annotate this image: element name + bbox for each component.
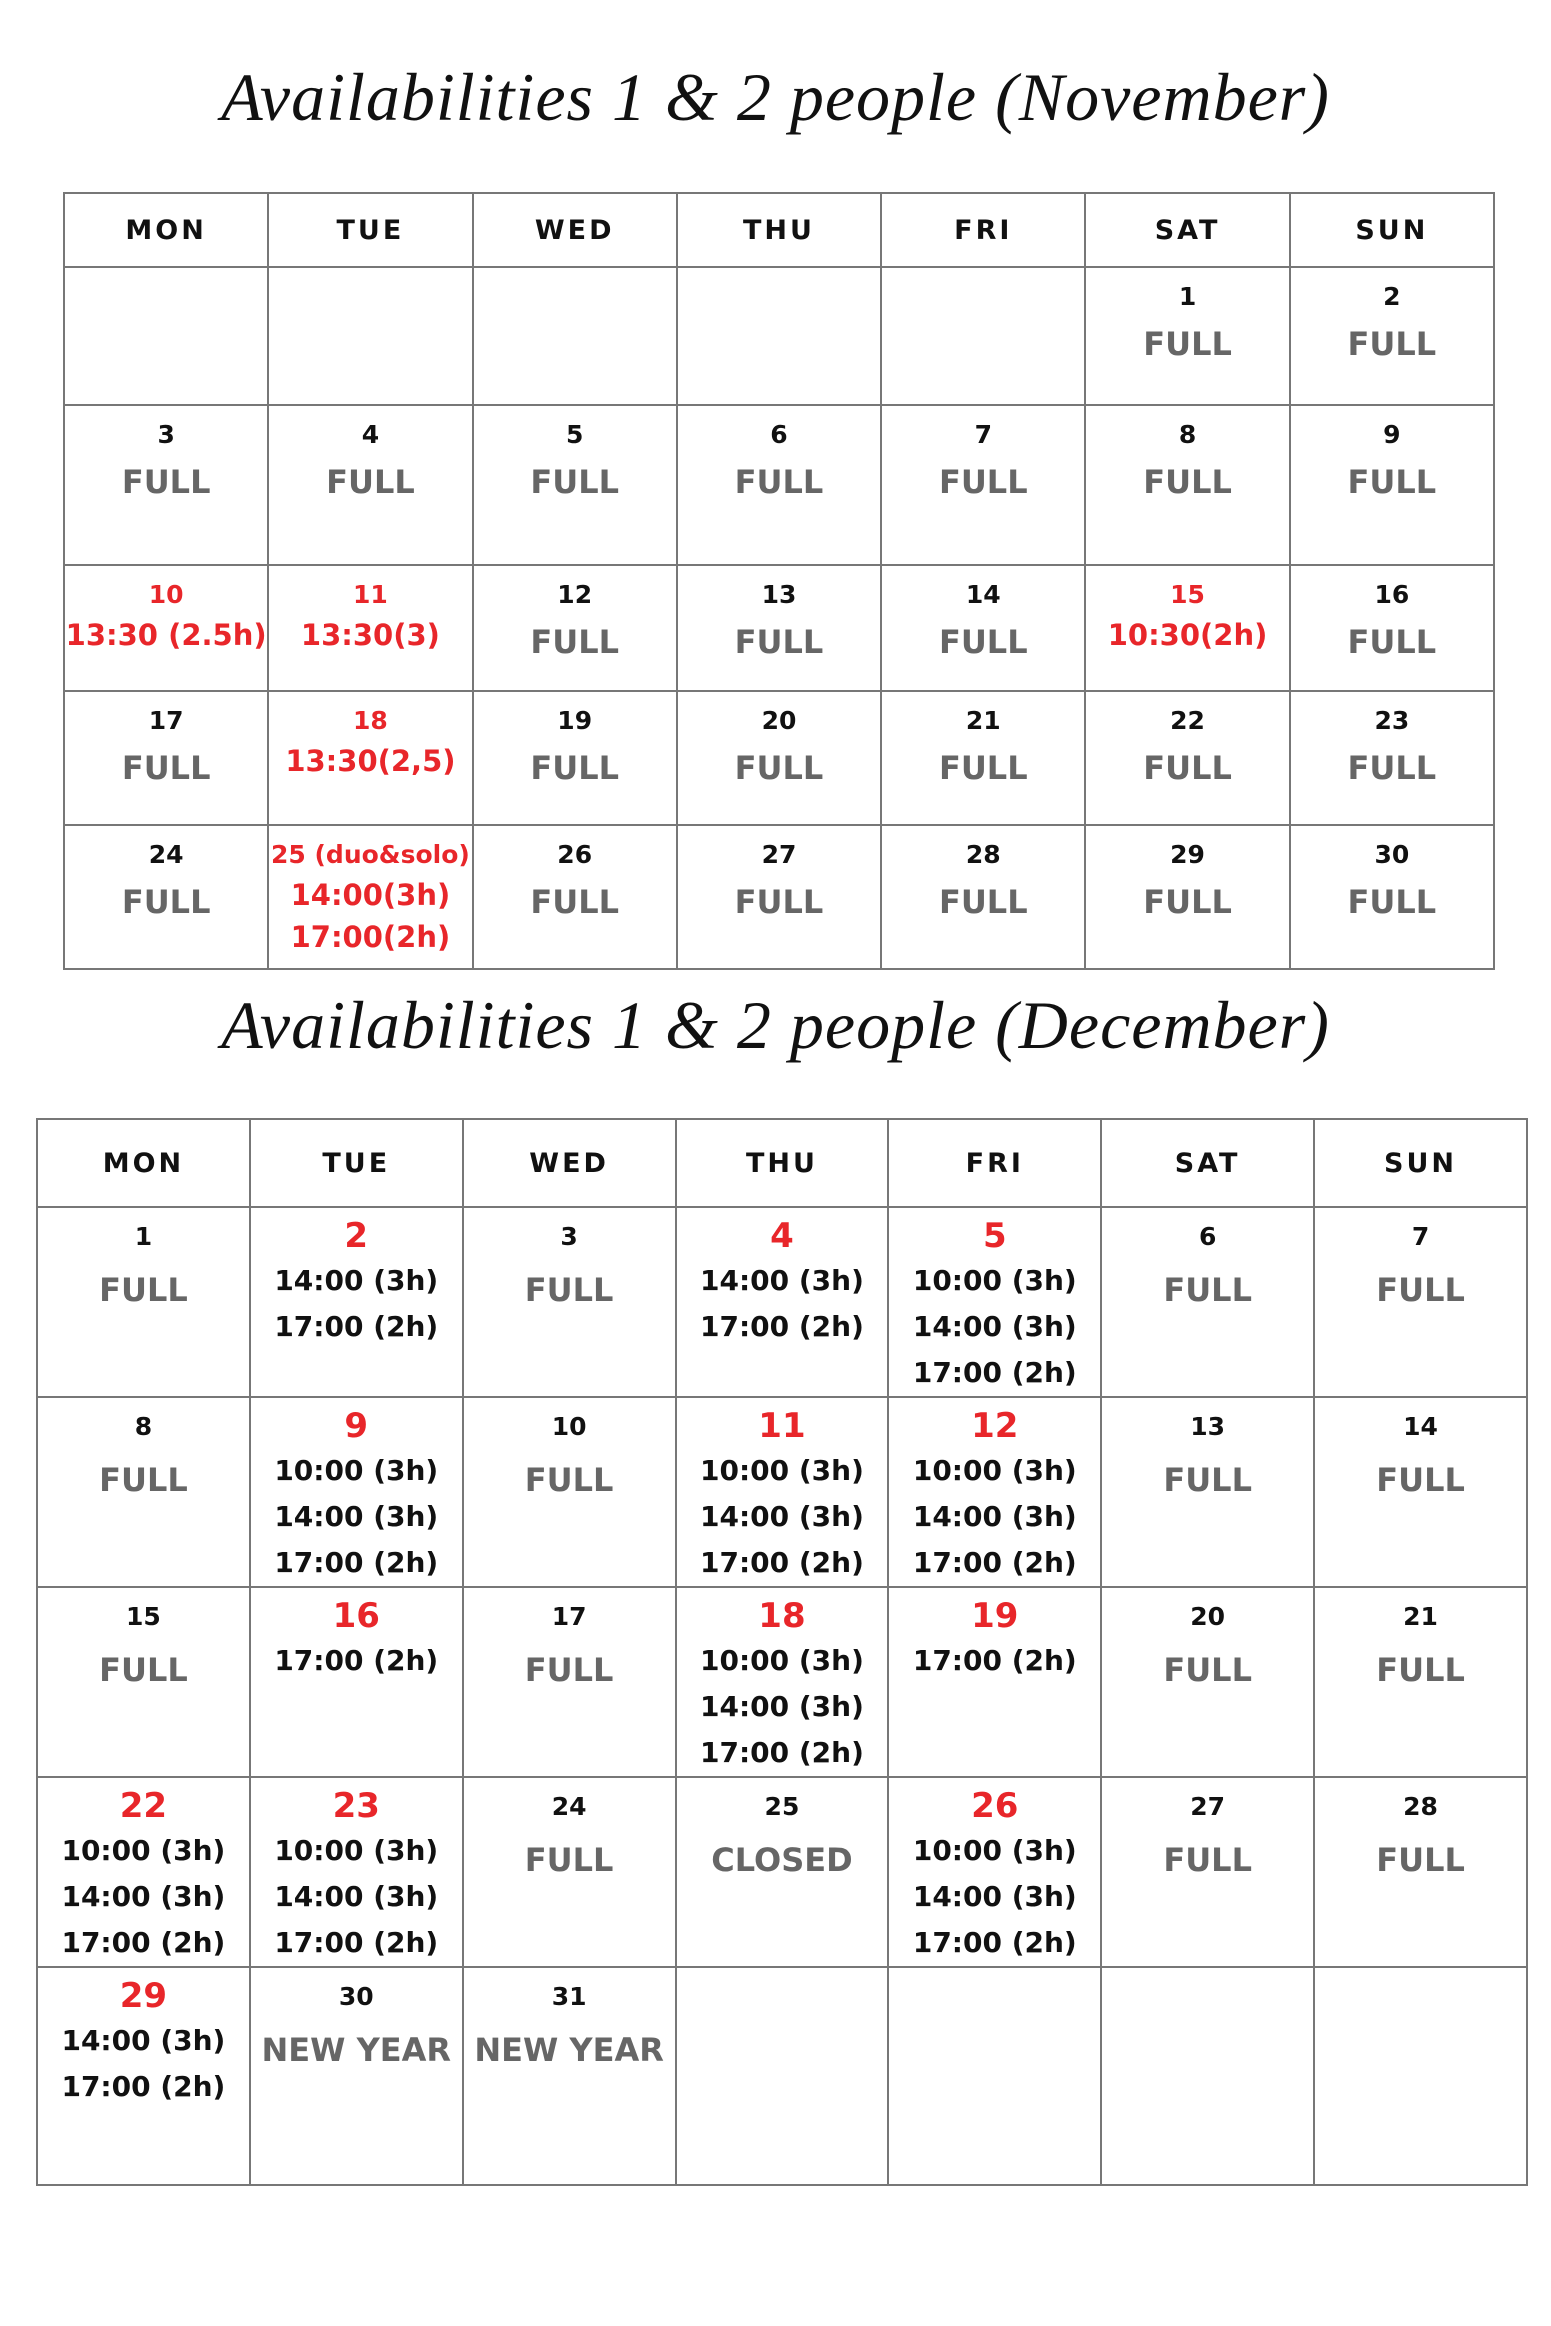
- time-slot-list: [269, 740, 471, 782]
- status-label: FULL: [524, 1651, 614, 1689]
- day-number: 23: [1374, 706, 1410, 735]
- day-cell: [676, 1397, 889, 1587]
- day-number: 15: [126, 1602, 161, 1631]
- november-title: Availabilities 1 & 2 people (November): [221, 59, 1330, 135]
- status-label: FULL: [1163, 1651, 1252, 1689]
- november-header-row: [64, 193, 1494, 267]
- time-slot: 14:00 (3h): [912, 1880, 1077, 1913]
- time-slot: 14:00 (3h): [700, 1264, 864, 1297]
- time-slot: 17:00 (2h): [912, 1546, 1077, 1579]
- day-number-available: 10: [148, 580, 184, 609]
- day-number: 4: [361, 420, 380, 449]
- day-cell: [473, 267, 677, 405]
- day-cell: [64, 405, 268, 565]
- status-label: FULL: [734, 883, 824, 921]
- day-number-available: 18: [353, 706, 388, 735]
- status-label: FULL: [1376, 1651, 1465, 1689]
- weekday-header-tue: TUE: [268, 193, 472, 267]
- time-slot-list: [38, 1828, 249, 1966]
- day-cell: [1101, 1397, 1314, 1587]
- day-cell: [1314, 1587, 1527, 1777]
- week-row: [64, 405, 1494, 565]
- time-slot-list: [889, 1258, 1100, 1396]
- day-number: 24: [148, 840, 184, 869]
- day-number-available: 12: [971, 1406, 1019, 1446]
- weekday-header-thu: THU: [676, 1119, 889, 1207]
- day-cell: [250, 1967, 463, 2185]
- day-number: 31: [551, 1982, 587, 2011]
- november-calendar: [63, 192, 1495, 970]
- status-label: NEW YEAR: [261, 2031, 452, 2069]
- day-cell: [1085, 691, 1289, 825]
- weekday-header-fri: FRI: [881, 193, 1085, 267]
- day-cell: [881, 267, 1085, 405]
- day-cell: [677, 405, 881, 565]
- time-slot-list: [677, 1638, 888, 1776]
- status-label: FULL: [99, 1271, 188, 1309]
- status-label: FULL: [1143, 749, 1232, 787]
- day-number-available: 26: [971, 1786, 1019, 1826]
- day-cell: [676, 1207, 889, 1397]
- weekday-header-sun: SUN: [1314, 1119, 1527, 1207]
- weekday-header-sun: SUN: [1290, 193, 1494, 267]
- day-number-available: 23: [332, 1786, 380, 1826]
- day-cell: [881, 691, 1085, 825]
- time-slot-list: [1086, 614, 1288, 656]
- status-label: FULL: [530, 623, 620, 661]
- day-cell: [268, 267, 472, 405]
- time-slot: 14:00 (3h): [912, 1310, 1077, 1343]
- status-label: NEW YEAR: [474, 2031, 664, 2069]
- day-cell: [881, 565, 1085, 691]
- day-cell: [463, 1777, 676, 1967]
- status-label: FULL: [1143, 463, 1232, 501]
- status-label: FULL: [530, 749, 620, 787]
- weekday-header-mon: MON: [37, 1119, 250, 1207]
- day-cell: [463, 1397, 676, 1587]
- day-cell: [1314, 1207, 1527, 1397]
- time-slot: 17:00 (2h): [700, 1736, 864, 1769]
- status-label: FULL: [524, 1841, 614, 1879]
- time-slot: 10:00 (3h): [912, 1264, 1077, 1297]
- time-slot: 14:00 (3h): [61, 1880, 226, 1913]
- day-cell: [37, 1397, 250, 1587]
- time-slot: 13:30(2,5): [285, 744, 456, 778]
- time-slot: 10:00 (3h): [700, 1644, 864, 1677]
- weekday-header-fri: FRI: [888, 1119, 1101, 1207]
- status-label: FULL: [326, 463, 415, 501]
- day-number: 29: [1170, 840, 1205, 869]
- day-cell: [677, 825, 881, 969]
- time-slot-list: [677, 1258, 888, 1350]
- day-cell: [1290, 405, 1494, 565]
- day-number: 13: [761, 580, 797, 609]
- day-number-available: 22: [119, 1786, 168, 1826]
- day-number: 7: [974, 420, 992, 449]
- weekday-header-thu: THU: [677, 193, 881, 267]
- status-label: FULL: [121, 883, 211, 921]
- day-number-available: 29: [119, 1976, 168, 2016]
- day-cell: [250, 1207, 463, 1397]
- november-body: [64, 267, 1494, 969]
- time-slot: 14:00 (3h): [274, 1880, 439, 1913]
- day-number: 1: [1178, 282, 1197, 311]
- day-cell: [463, 1207, 676, 1397]
- week-row: [37, 1397, 1527, 1587]
- status-label: FULL: [734, 623, 824, 661]
- time-slot-list: [677, 1448, 888, 1586]
- time-slot-list: [269, 874, 471, 958]
- status-label: FULL: [1347, 463, 1437, 501]
- day-number-available: 5: [982, 1216, 1007, 1256]
- day-number: 21: [1403, 1602, 1438, 1631]
- day-cell: [1101, 1967, 1314, 2185]
- day-cell: [1085, 405, 1289, 565]
- time-slot: 10:00 (3h): [274, 1454, 439, 1487]
- day-number: 22: [1170, 706, 1205, 735]
- day-number: 2: [1383, 282, 1401, 311]
- status-label: FULL: [1163, 1271, 1252, 1309]
- day-number: 6: [770, 420, 788, 449]
- time-slot: 10:00 (3h): [912, 1454, 1077, 1487]
- december-body: [37, 1207, 1527, 2185]
- time-slot: 14:00 (3h): [912, 1500, 1077, 1533]
- time-slot: 10:00 (3h): [912, 1834, 1077, 1867]
- day-cell: [268, 565, 472, 691]
- status-label: FULL: [734, 749, 824, 787]
- day-cell: [1085, 267, 1289, 405]
- day-cell: [473, 405, 677, 565]
- day-number: 17: [551, 1602, 587, 1631]
- time-slot-list: [889, 1828, 1100, 1966]
- status-label: FULL: [524, 1271, 614, 1309]
- status-label: FULL: [1347, 883, 1437, 921]
- day-number-available: 2: [344, 1216, 369, 1256]
- day-number: 14: [1403, 1412, 1438, 1441]
- status-label: FULL: [99, 1651, 188, 1689]
- day-cell: [676, 1967, 889, 2185]
- time-slot: 10:00 (3h): [700, 1454, 864, 1487]
- weekday-header-wed: WED: [463, 1119, 676, 1207]
- day-number-available: 11: [353, 580, 388, 609]
- time-slot: 14:00 (3h): [700, 1690, 864, 1723]
- day-cell: [268, 405, 472, 565]
- time-slot: 17:00 (2h): [912, 1926, 1077, 1959]
- day-number: 21: [965, 706, 1001, 735]
- day-number: 26: [557, 840, 593, 869]
- day-cell: [37, 1967, 250, 2185]
- time-slot: 10:00 (3h): [274, 1834, 439, 1867]
- time-slot: 17:00 (2h): [912, 1356, 1077, 1389]
- time-slot-list: [251, 1448, 462, 1586]
- day-cell: [1314, 1967, 1527, 2185]
- day-number-available: 11: [758, 1406, 806, 1446]
- time-slot-list: [65, 614, 267, 656]
- day-cell: [677, 565, 881, 691]
- day-number: 3: [560, 1222, 578, 1251]
- status-label: CLOSED: [711, 1841, 853, 1879]
- week-row: [37, 1967, 1527, 2185]
- time-slot-list: [38, 2018, 249, 2110]
- time-slot-list: [269, 614, 471, 656]
- day-cell: [888, 1207, 1101, 1397]
- day-number: 19: [557, 706, 593, 735]
- day-cell: [64, 691, 268, 825]
- status-label: FULL: [1376, 1271, 1465, 1309]
- status-label: FULL: [530, 883, 620, 921]
- day-number: 28: [1403, 1792, 1438, 1821]
- day-cell: [473, 565, 677, 691]
- day-number: 14: [965, 580, 1001, 609]
- time-slot: 17:00 (2h): [274, 1644, 439, 1677]
- day-cell: [250, 1587, 463, 1777]
- day-cell: [64, 825, 268, 969]
- day-number: 1: [134, 1222, 153, 1251]
- day-cell: [1085, 825, 1289, 969]
- time-slot: 17:00 (2h): [700, 1310, 864, 1343]
- day-cell: [881, 825, 1085, 969]
- day-cell: [1101, 1207, 1314, 1397]
- day-number: 13: [1190, 1412, 1226, 1441]
- day-number: 9: [1383, 420, 1401, 449]
- day-number-available: 15: [1170, 580, 1205, 609]
- time-slot: 17:00 (2h): [61, 2070, 226, 2103]
- day-cell: [268, 825, 472, 969]
- day-cell: [1290, 267, 1494, 405]
- day-number: 28: [965, 840, 1001, 869]
- time-slot: 14:00 (3h): [700, 1500, 864, 1533]
- day-number: 16: [1374, 580, 1410, 609]
- weekday-header-mon: MON: [64, 193, 268, 267]
- day-number: 12: [557, 580, 593, 609]
- time-slot: 17:00 (2h): [912, 1644, 1077, 1677]
- time-slot-list: [251, 1828, 462, 1966]
- day-number: 10: [551, 1412, 587, 1441]
- status-label: FULL: [734, 463, 824, 501]
- time-slot: 14:00 (3h): [274, 1500, 439, 1533]
- day-number-available: 4: [770, 1216, 794, 1256]
- time-slot: 17:00 (2h): [274, 1926, 439, 1959]
- day-number: 17: [148, 706, 184, 735]
- time-slot: 13:30(3): [300, 618, 440, 652]
- day-cell: [888, 1587, 1101, 1777]
- status-label: FULL: [938, 463, 1028, 501]
- week-row: [64, 825, 1494, 969]
- day-number: 24: [551, 1792, 587, 1821]
- status-label: FULL: [1143, 883, 1232, 921]
- day-number: 30: [1374, 840, 1410, 869]
- day-cell: [64, 565, 268, 691]
- day-number-available: 25 (duo&solo): [271, 840, 470, 869]
- day-cell: [463, 1587, 676, 1777]
- status-label: FULL: [1376, 1841, 1465, 1879]
- day-cell: [888, 1777, 1101, 1967]
- week-row: [64, 267, 1494, 405]
- day-cell: [250, 1397, 463, 1587]
- day-number: 8: [134, 1412, 153, 1441]
- weekday-header-sat: SAT: [1085, 193, 1289, 267]
- time-slot-list: [889, 1638, 1100, 1684]
- status-label: FULL: [1347, 325, 1437, 363]
- status-label: FULL: [1143, 325, 1232, 363]
- day-number: 7: [1411, 1222, 1430, 1251]
- status-label: FULL: [938, 883, 1028, 921]
- day-cell: [37, 1587, 250, 1777]
- day-number-available: 18: [758, 1596, 806, 1636]
- december-title: Availabilities 1 & 2 people (December): [221, 987, 1330, 1063]
- time-slot: 14:00(3h): [290, 878, 451, 912]
- day-cell: [1290, 691, 1494, 825]
- time-slot: 10:00 (3h): [61, 1834, 226, 1867]
- day-cell: [1101, 1587, 1314, 1777]
- time-slot: 14:00 (3h): [274, 1264, 439, 1297]
- day-cell: [1290, 565, 1494, 691]
- day-number-available: 9: [344, 1406, 369, 1446]
- day-number-available: 19: [971, 1596, 1019, 1636]
- day-cell: [64, 267, 268, 405]
- time-slot: 17:00(2h): [290, 920, 451, 954]
- day-number: 3: [157, 420, 175, 449]
- time-slot-list: [251, 1258, 462, 1350]
- december-calendar: [36, 1118, 1528, 2186]
- day-number: 20: [1190, 1602, 1226, 1631]
- status-label: FULL: [1163, 1461, 1252, 1499]
- weekday-header-sat: SAT: [1101, 1119, 1314, 1207]
- day-cell: [37, 1207, 250, 1397]
- day-cell: [888, 1967, 1101, 2185]
- time-slot: 14:00 (3h): [61, 2024, 226, 2057]
- time-slot: 10:30(2h): [1107, 618, 1268, 652]
- day-number: 20: [761, 706, 797, 735]
- status-label: FULL: [1347, 749, 1437, 787]
- status-label: FULL: [938, 749, 1028, 787]
- time-slot: 17:00 (2h): [700, 1546, 864, 1579]
- day-number: 27: [1190, 1792, 1226, 1821]
- day-cell: [888, 1397, 1101, 1587]
- december-header-row: [37, 1119, 1527, 1207]
- status-label: FULL: [121, 749, 211, 787]
- day-number: 30: [338, 1982, 374, 2011]
- week-row: [37, 1587, 1527, 1777]
- day-number: 5: [566, 420, 584, 449]
- time-slot: 13:30 (2.5h): [65, 618, 267, 652]
- weekday-header-wed: WED: [473, 193, 677, 267]
- week-row: [64, 691, 1494, 825]
- time-slot-list: [889, 1448, 1100, 1586]
- day-number: 27: [761, 840, 797, 869]
- day-cell: [37, 1777, 250, 1967]
- day-cell: [677, 691, 881, 825]
- day-number-available: 16: [332, 1596, 380, 1636]
- day-cell: [473, 825, 677, 969]
- status-label: FULL: [530, 463, 620, 501]
- status-label: FULL: [99, 1461, 188, 1499]
- day-cell: [473, 691, 677, 825]
- day-cell: [1314, 1777, 1527, 1967]
- day-cell: [1085, 565, 1289, 691]
- day-cell: [1314, 1397, 1527, 1587]
- time-slot: 17:00 (2h): [274, 1310, 439, 1343]
- day-cell: [677, 267, 881, 405]
- time-slot: 17:00 (2h): [61, 1926, 226, 1959]
- time-slot-list: [251, 1638, 462, 1684]
- status-label: FULL: [121, 463, 211, 501]
- day-number: 6: [1198, 1222, 1217, 1251]
- day-number: 25: [764, 1792, 800, 1821]
- day-cell: [268, 691, 472, 825]
- day-cell: [676, 1777, 889, 1967]
- day-cell: [676, 1587, 889, 1777]
- week-row: [37, 1777, 1527, 1967]
- day-cell: [463, 1967, 676, 2185]
- status-label: FULL: [1163, 1841, 1252, 1879]
- status-label: FULL: [1347, 623, 1437, 661]
- day-cell: [1101, 1777, 1314, 1967]
- status-label: FULL: [524, 1461, 614, 1499]
- day-cell: [1290, 825, 1494, 969]
- status-label: FULL: [938, 623, 1028, 661]
- week-row: [37, 1207, 1527, 1397]
- day-number: 8: [1178, 420, 1197, 449]
- time-slot: 17:00 (2h): [274, 1546, 439, 1579]
- status-label: FULL: [1376, 1461, 1465, 1499]
- week-row: [64, 565, 1494, 691]
- day-cell: [250, 1777, 463, 1967]
- weekday-header-tue: TUE: [250, 1119, 463, 1207]
- day-cell: [881, 405, 1085, 565]
